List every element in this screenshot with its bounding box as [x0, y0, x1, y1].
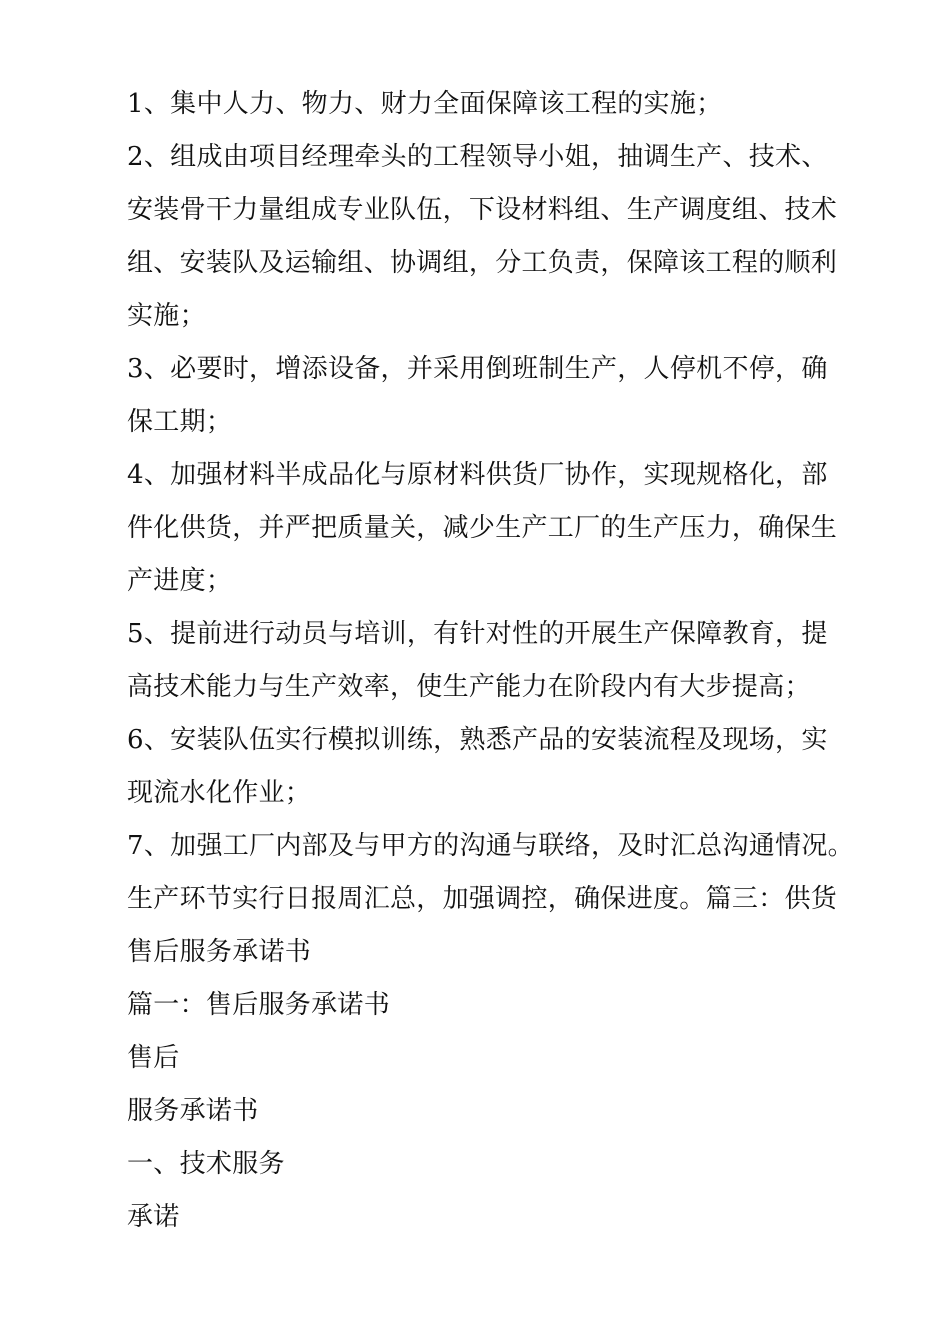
text-line: 服务承诺书: [127, 1096, 259, 1126]
text-line: 保工期；: [127, 407, 233, 437]
text-line: 7、加强工厂内部及与甲方的沟通与联络，及时汇总沟通情况。: [127, 831, 854, 861]
text-line: 3、必要时，增添设备，并采用倒班制生产，人停机不停，确: [127, 354, 828, 384]
text-line: 2、组成由项目经理牵头的工程领导小姐，抽调生产、技术、: [127, 142, 828, 172]
text-line: 安装骨干力量组成专业队伍，下设材料组、生产调度组、技术: [127, 195, 838, 225]
text-line: 现流水化作业；: [127, 778, 312, 808]
text-line: 4、加强材料半成品化与原材料供货厂协作，实现规格化，部: [127, 460, 828, 490]
text-line: 实施；: [127, 301, 206, 331]
document-body: [127, 78, 854, 1244]
text-line: 售后: [127, 1043, 180, 1073]
text-line: 承诺: [127, 1202, 180, 1232]
text-line: 一、技术服务: [127, 1149, 285, 1179]
text-line: 产进度；: [127, 566, 233, 596]
text-line: 售后服务承诺书: [127, 937, 312, 967]
text-line: 件化供货，并严把质量关，减少生产工厂的生产压力，确保生: [127, 513, 838, 543]
text-line: 5、提前进行动员与培训，有针对性的开展生产保障教育，提: [127, 619, 828, 649]
text-line: 高技术能力与生产效率，使生产能力在阶段内有大步提高；: [127, 672, 811, 702]
text-line: 篇一：售后服务承诺书: [127, 990, 391, 1020]
text-line: 6、安装队伍实行模拟训练，熟悉产品的安装流程及现场，实: [127, 725, 828, 755]
text-line: 组、安装队及运输组、协调组，分工负责，保障该工程的顺利: [127, 248, 838, 278]
text-line: 1、集中人力、物力、财力全面保障该工程的实施；: [127, 89, 723, 119]
text-line: 生产环节实行日报周汇总，加强调控，确保进度。篇三：供货: [127, 884, 838, 914]
